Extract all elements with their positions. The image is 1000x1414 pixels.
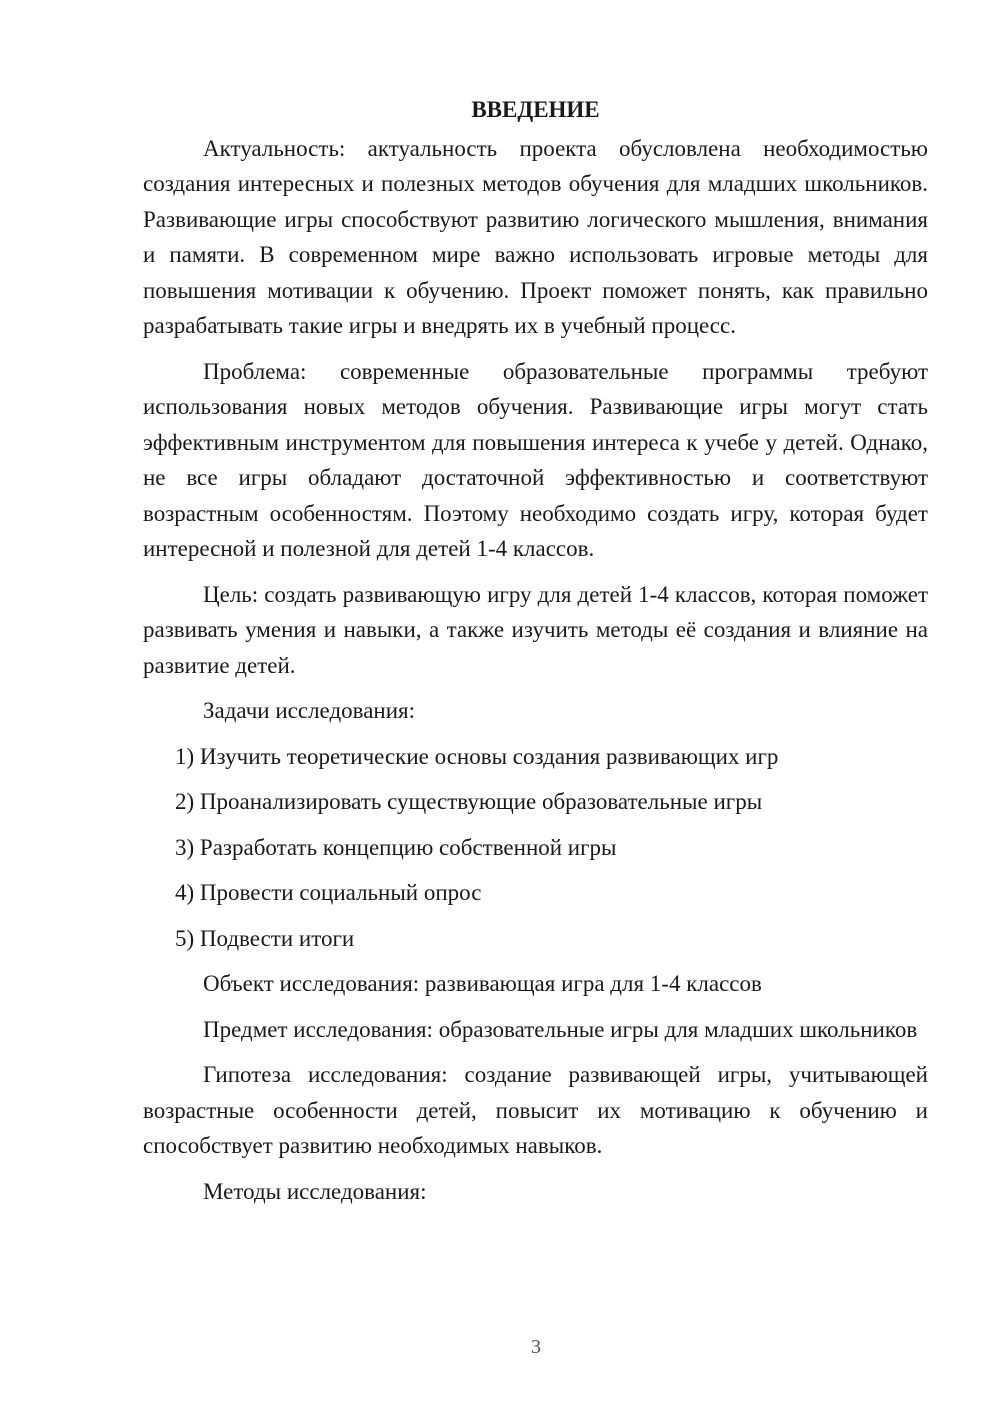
hypothesis-paragraph: Гипотеза исследования: создание развивающей игры, учитывающей возрастные особенности детей, повысит их мотивацию к обучению и способствует развитию необходимых навыков. <box>143 1062 928 1158</box>
tasks-list <box>143 739 928 957</box>
problem-paragraph: Проблема: современные образовательные программы требуют использования новых методов обучения. Развивающие игры могут стать эффективным инструментом для повышения интереса к учебе у детей. Однако, не все игры обладают достаточной эффективностью и соответствуют возрастным особенностям. Поэтому необходимо создать игру, которая будет интересной и полезной для детей 1-4 классов. <box>143 358 928 561</box>
list-item: 3) Разработать концепцию собственной игры <box>175 834 617 860</box>
list-item: 5) Подвести итоги <box>175 925 355 951</box>
page-content <box>143 92 928 1219</box>
methods-heading: Методы исследования: <box>203 1178 427 1204</box>
list-item: 2) Проанализировать существующие образовательные игры <box>175 789 763 814</box>
list-item: 1) Изучить теоретические основы создания развивающих игр <box>175 743 779 769</box>
goal-paragraph: Цель: создать развивающую игру для детей 1-4 классов, которая поможет развивать умения и навыки, а также изучить методы её создания и влияние на развитие детей. <box>143 581 928 678</box>
relevance-paragraph: Актуальность: актуальность проекта обусловлена необходимостью создания интересных и полезных методов обучения для младших школьников. Развивающие игры способствуют развитию логического мышления, внимания и памяти. В современном мире важно использовать игровые методы для повышения мотивации к обучению. Проект поможет понять, как правильно разрабатывать такие игры и внедрять их в учебный процесс. <box>143 135 928 338</box>
list-item: 4) Провести социальный опрос <box>175 880 482 905</box>
tasks-heading: Задачи исследования: <box>203 698 416 723</box>
page-number: 3 <box>531 1336 541 1358</box>
section-title: ВВЕДЕНИЕ <box>471 97 600 122</box>
object-paragraph: Объект исследования: развивающая игра для 1-4 классов <box>203 971 762 996</box>
subject-paragraph: Предмет исследования: образовательные игры для младших школьников <box>203 1016 918 1042</box>
